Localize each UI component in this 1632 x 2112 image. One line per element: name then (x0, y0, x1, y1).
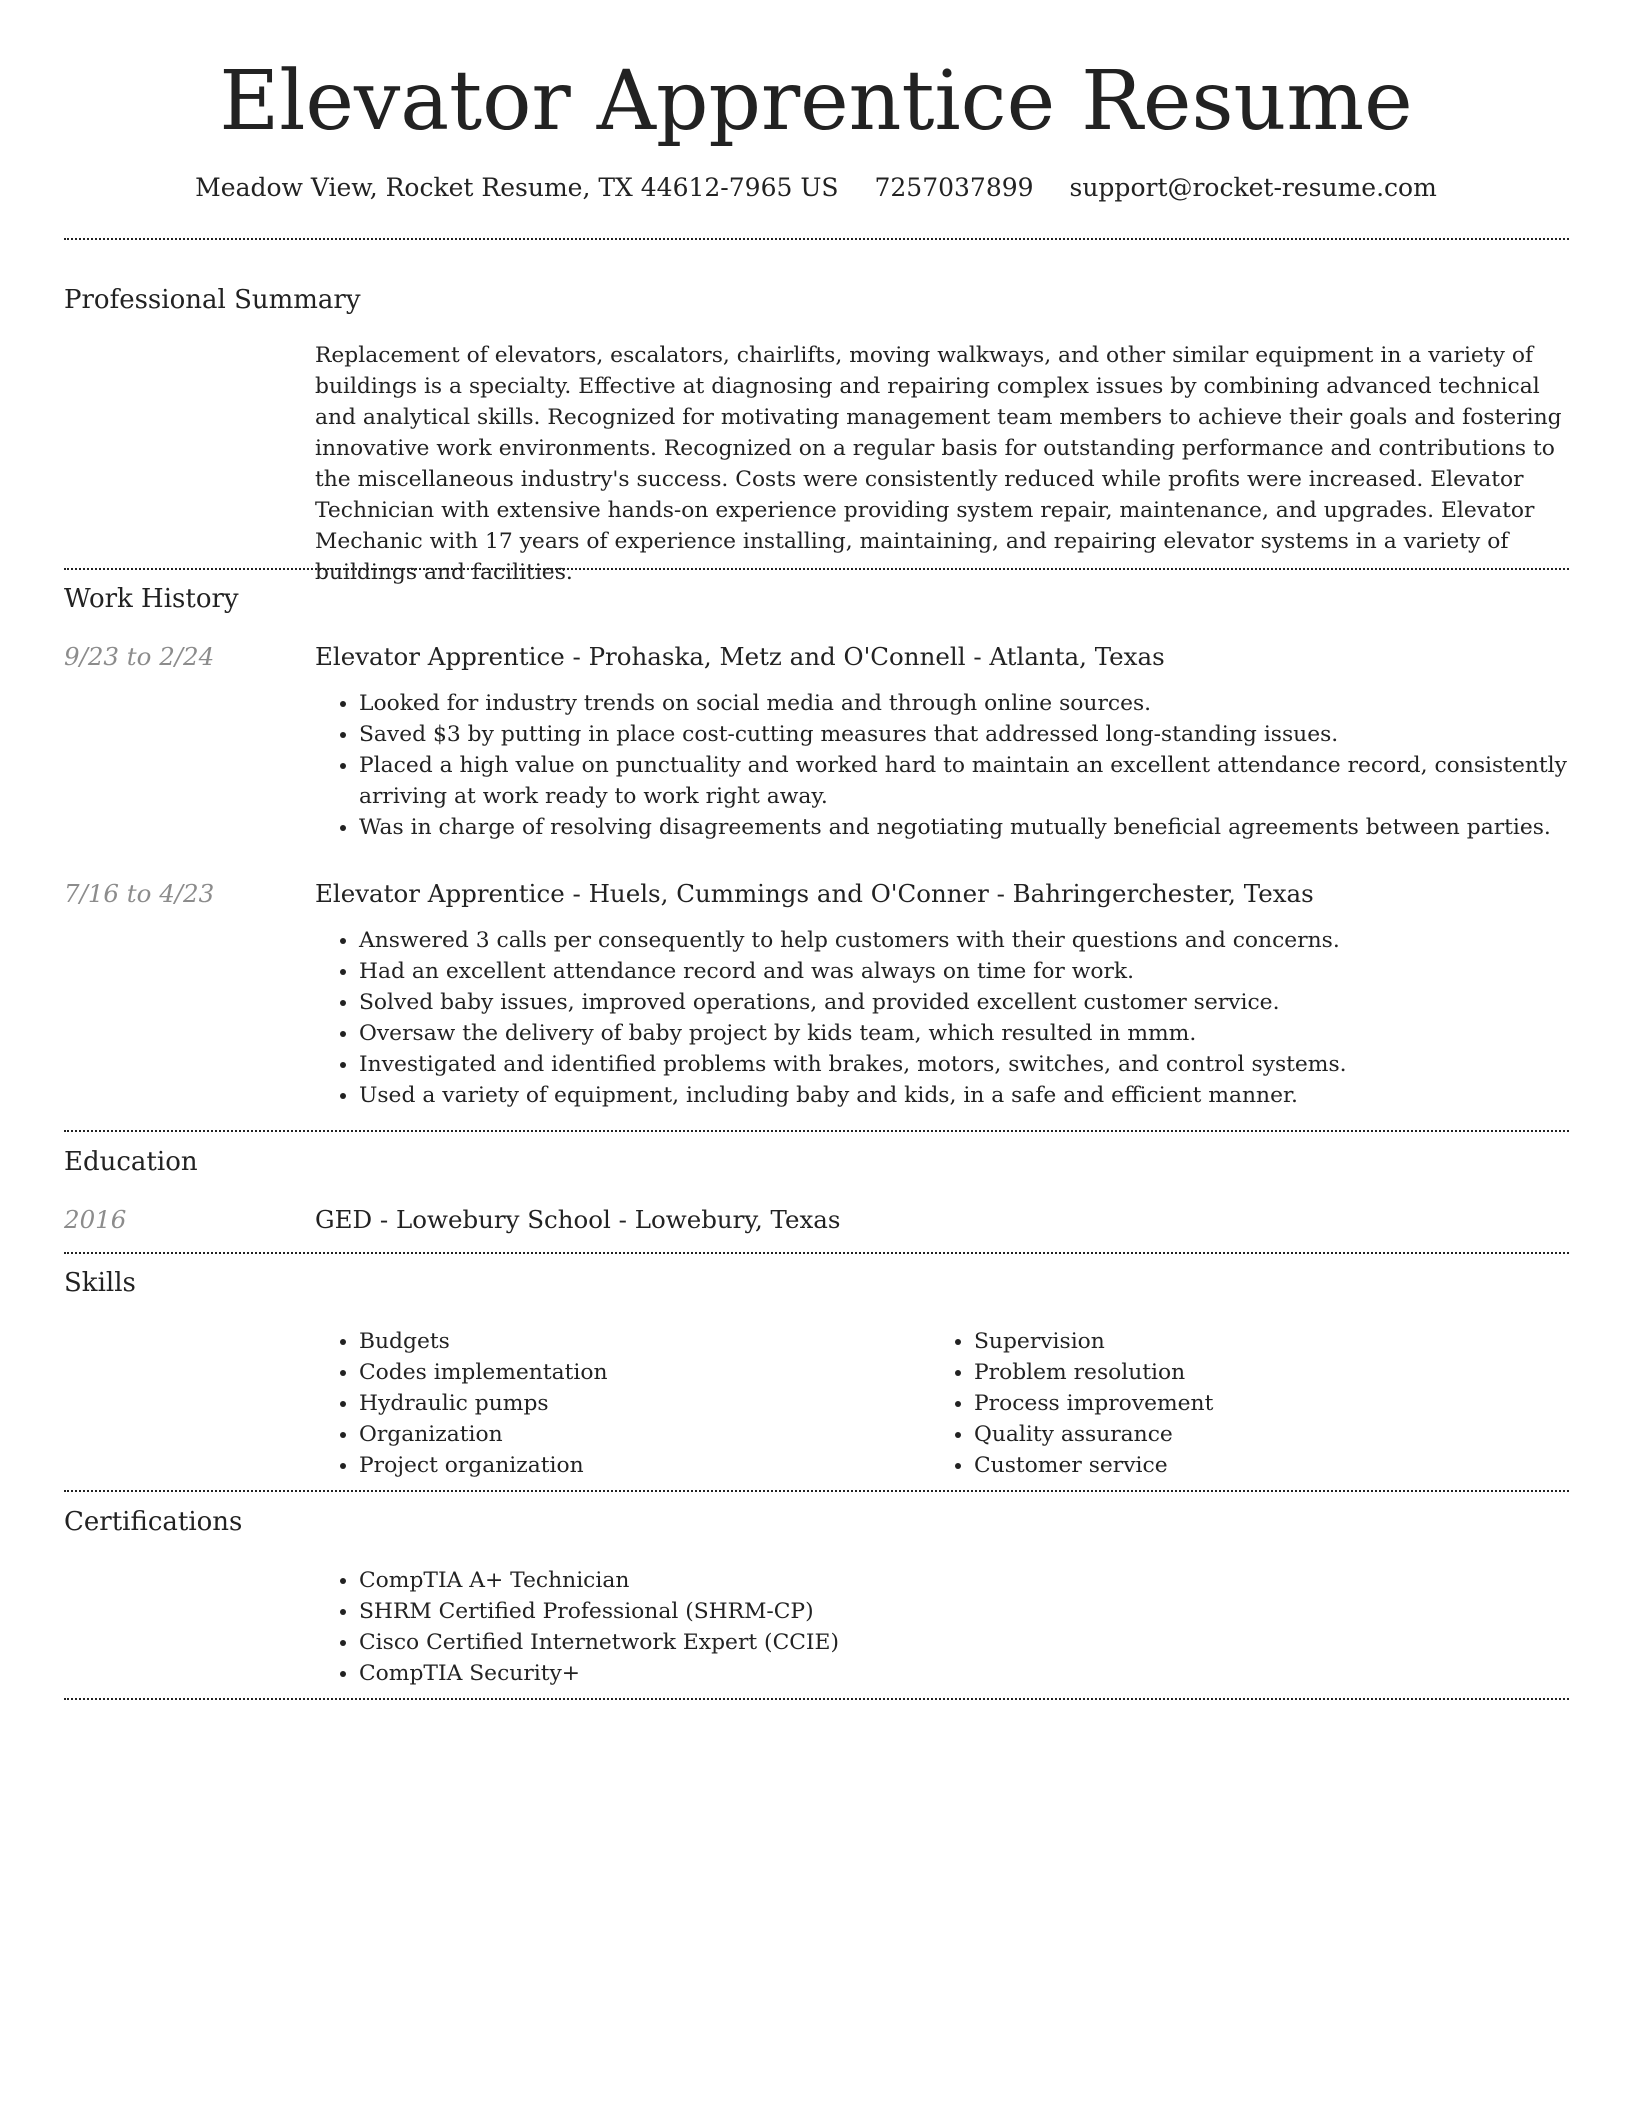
skills-heading: Skills (64, 1268, 136, 1298)
list-item: • Customer service (974, 1450, 1534, 1481)
section-divider (64, 1490, 1569, 1492)
skills-list-right (930, 1326, 1534, 1481)
list-item: • Hydraulic pumps (359, 1388, 919, 1419)
list-item: • CompTIA Security+ (359, 1658, 1571, 1689)
list-item: • Was in charge of resolving disagreements and negotiating mutually beneficial agreements between parties. (359, 812, 1571, 843)
contact-phone: 7257037899 (874, 173, 1034, 202)
list-item: • Problem resolution (974, 1357, 1534, 1388)
contact-line (0, 170, 1632, 206)
list-item: • Placed a high value on punctuality and worked hard to maintain an excellent attendance record, consistently arriving at work ready to work right away. (359, 750, 1571, 812)
list-item: • Looked for industry trends on social media and through online sources. (359, 688, 1571, 719)
list-item: • Had an excellent attendance record and was always on time for work. (359, 956, 1571, 987)
list-item: • Project organization (359, 1450, 919, 1481)
job-title: Elevator Apprentice - Prohaska, Metz and O'Connell - Atlanta, Texas (315, 642, 1165, 671)
resume-title: Elevator Apprentice Resume (219, 54, 1413, 149)
education-entry: GED - Lowebury School - Lowebury, Texas (315, 1205, 841, 1234)
list-item: • Used a variety of equipment, including baby and kids, in a safe and efficient manner. (359, 1080, 1571, 1111)
list-item: • Cisco Certified Internetwork Expert (CCIE) (359, 1627, 1571, 1658)
list-item: • Codes implementation (359, 1357, 919, 1388)
list-item: • Oversaw the delivery of baby project by kids team, which resulted in mmm. (359, 1018, 1571, 1049)
education-heading: Education (64, 1147, 198, 1177)
job-title: Elevator Apprentice - Huels, Cummings and O'Conner - Bahringerchester, Texas (315, 879, 1314, 908)
list-item: • CompTIA A+ Technician (359, 1565, 1571, 1596)
list-item: • Answered 3 calls per consequently to help customers with their questions and concerns. (359, 925, 1571, 956)
summary-heading: Professional Summary (64, 285, 361, 315)
section-divider (64, 1130, 1569, 1132)
job-bullets (315, 925, 1571, 1111)
list-item: • Organization (359, 1419, 919, 1450)
section-divider (64, 238, 1569, 240)
list-item: • Process improvement (974, 1388, 1534, 1419)
summary-text: Replacement of elevators, escalators, chairlifts, moving walkways, and other similar equipment in a variety of buildings is a specialty. Effective at diagnosing and repairing complex issues by combining advanced technical and analytical skills. Recognized for motivating management team members to achieve their goals and fostering innovative work environments. Recognized on a regular basis for outstanding performance and contributions to the miscellaneous industry's success. Costs were consistently reduced while profits were increased. Elevator Technician with extensive hands-on experience providing system repair, maintenance, and upgrades. Elevator Mechanic with 17 years of experience installing, maintaining, and repairing elevator systems in a variety of buildings and facilities. (315, 343, 1562, 585)
list-item: • Investigated and identified problems with brakes, motors, switches, and control systems. (359, 1049, 1571, 1080)
list-item: • Quality assurance (974, 1419, 1534, 1450)
job-dates: 9/23 to 2/24 (64, 642, 215, 671)
section-divider (64, 568, 1569, 570)
section-divider (64, 1698, 1569, 1700)
work-history-heading: Work History (64, 584, 239, 614)
job-dates: 7/16 to 4/23 (64, 879, 215, 908)
skills-list-left (315, 1326, 919, 1481)
list-item: • Saved $3 by putting in place cost-cutting measures that addressed long-standing issues. (359, 719, 1571, 750)
certifications-list (315, 1565, 1571, 1689)
certifications-heading: Certifications (64, 1507, 243, 1537)
list-item: • Budgets (359, 1326, 919, 1357)
list-item: • SHRM Certified Professional (SHRM-CP) (359, 1596, 1571, 1627)
list-item: • Supervision (974, 1326, 1534, 1357)
job-bullets (315, 688, 1571, 843)
education-year: 2016 (64, 1205, 127, 1234)
contact-address: Meadow View, Rocket Resume, TX 44612-7965 US (195, 173, 839, 202)
list-item: • Solved baby issues, improved operations, and provided excellent customer service. (359, 987, 1571, 1018)
contact-email: support@rocket-resume.com (1069, 173, 1437, 202)
section-divider (64, 1252, 1569, 1254)
